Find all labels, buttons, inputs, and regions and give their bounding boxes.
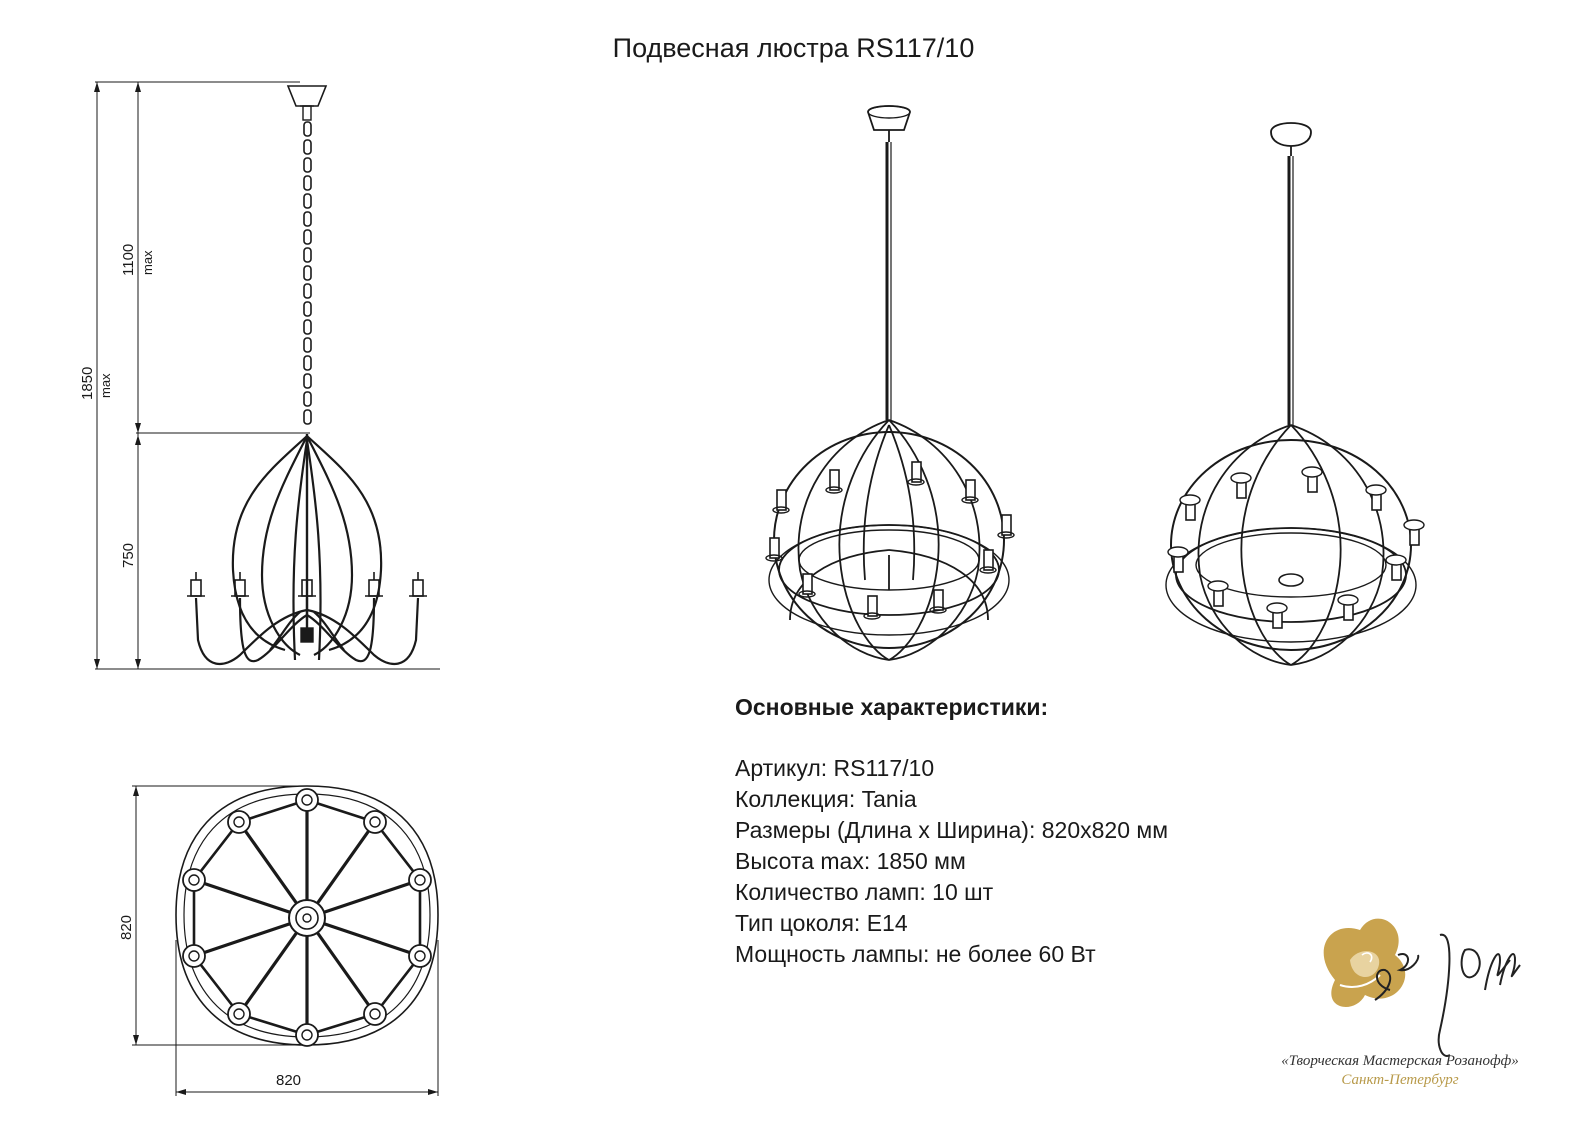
dim-top-width: 820 <box>276 1072 302 1089</box>
spec-dimensions: Размеры (Длина х Ширина): 820х820 мм <box>735 817 1169 843</box>
spec-height: Высота max: 1850 мм <box>735 848 966 874</box>
dim-total-height-note: max <box>98 373 113 398</box>
perspective-view-1 <box>766 106 1014 660</box>
chain <box>304 122 311 424</box>
specs-heading: Основные характеристики: <box>735 694 1049 720</box>
top-view <box>132 786 438 1096</box>
perspective-view-2 <box>1166 123 1424 665</box>
dim-body-height: 750 <box>120 542 137 568</box>
dim-top-depth: 820 <box>118 914 135 940</box>
logo-signature-icon <box>1375 935 1520 1056</box>
logo-caption: «Творческая Мастерская Розанофф» <box>1281 1053 1519 1069</box>
spec-socket-type: Тип цоколя: E14 <box>735 910 908 936</box>
front-view <box>94 82 440 669</box>
logo-rose-icon <box>1324 919 1406 1007</box>
spec-lamp-count: Количество ламп: 10 шт <box>735 879 994 905</box>
spec-collection: Коллекция: Tania <box>735 786 917 812</box>
page-title: Подвесная люстра RS117/10 <box>612 33 975 63</box>
dim-chain-length: 1100 <box>120 243 137 276</box>
dim-total-height: 1850 <box>79 366 96 400</box>
specs-block <box>735 692 1168 970</box>
spec-article: Артикул: RS117/10 <box>735 755 935 781</box>
logo-city: Санкт-Петербург <box>1341 1072 1459 1088</box>
dim-chain-note: max <box>140 250 155 275</box>
spec-lamp-power: Мощность лампы: не более 60 Вт <box>735 941 1096 967</box>
